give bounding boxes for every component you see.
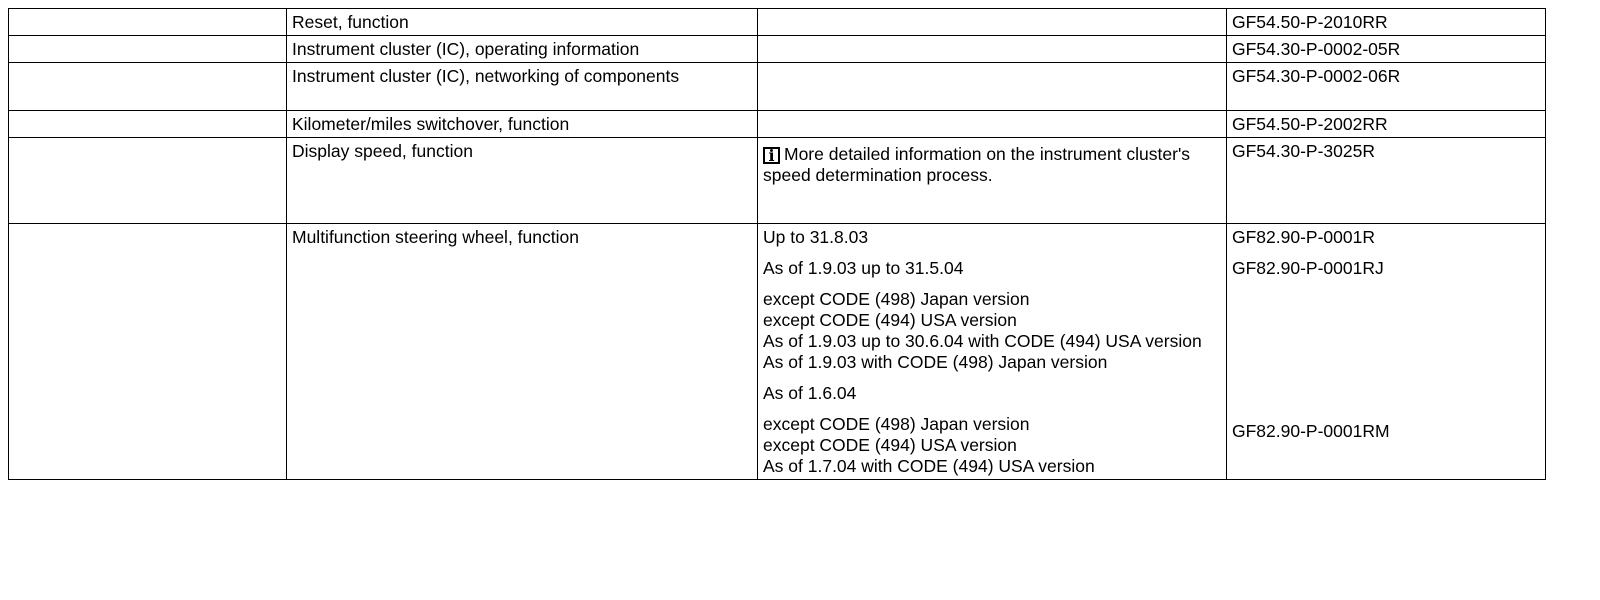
table-row	[9, 63, 1546, 111]
row-title: Kilometer/miles switchover, function	[287, 111, 758, 138]
table-row	[9, 224, 1546, 480]
note-cell	[758, 111, 1227, 138]
blank-cell	[9, 138, 287, 224]
condition-line: As of 1.9.03 up to 31.5.04	[763, 258, 964, 278]
blank-cell	[9, 224, 287, 480]
reference-cell	[1227, 224, 1546, 480]
document-reference-link[interactable]: GF54.50-P-2002RR	[1227, 111, 1546, 138]
document-reference-link[interactable]: GF54.30-P-0002-06R	[1227, 63, 1546, 111]
document-reference-link[interactable]: GF54.50-P-2010RR	[1227, 9, 1546, 36]
row-title: Multifunction steering wheel, function	[287, 224, 758, 480]
condition-line: except CODE (498) Japan version	[763, 289, 1030, 309]
conditions-cell	[758, 224, 1227, 480]
condition-line: As of 1.9.03 with CODE (498) Japan version	[763, 352, 1108, 372]
table-row	[9, 36, 1546, 63]
document-reference-link[interactable]: GF82.90-P-0001RJ	[1232, 258, 1384, 278]
condition-block	[763, 227, 1222, 248]
condition-line: except CODE (498) Japan version	[763, 414, 1030, 434]
document-reference-link[interactable]: GF82.90-P-0001R	[1232, 227, 1375, 247]
table-row	[9, 111, 1546, 138]
row-title: Instrument cluster (IC), operating information	[287, 36, 758, 63]
condition-line: As of 1.7.04 with CODE (494) USA version	[763, 456, 1095, 476]
reference-table	[8, 8, 1546, 480]
row-title: Instrument cluster (IC), networking of components	[287, 63, 758, 111]
document-reference-link[interactable]: GF54.30-P-3025R	[1227, 138, 1546, 224]
document-reference-link[interactable]: GF82.90-P-0001RM	[1232, 421, 1390, 441]
document-reference-link[interactable]: GF54.30-P-0002-05R	[1227, 36, 1546, 63]
row-title: Display speed, function	[287, 138, 758, 224]
table-row	[9, 138, 1546, 224]
condition-line: Up to 31.8.03	[763, 227, 869, 247]
info-icon: i	[763, 147, 780, 164]
note-cell	[758, 9, 1227, 36]
blank-cell	[9, 36, 287, 63]
row-title: Reset, function	[287, 9, 758, 36]
blank-cell	[9, 63, 287, 111]
note-cell	[758, 36, 1227, 63]
condition-line: As of 1.9.03 up to 30.6.04 with CODE (494) USA version	[763, 331, 1202, 351]
condition-line: except CODE (494) USA version	[763, 310, 1017, 330]
condition-line: As of 1.6.04	[763, 383, 857, 403]
condition-line: except CODE (494) USA version	[763, 435, 1017, 455]
blank-cell	[9, 111, 287, 138]
condition-block	[763, 258, 1222, 373]
note-cell	[758, 138, 1227, 224]
condition-block	[763, 383, 1222, 477]
info-note: More detailed information on the instrument cluster's speed determination process.	[763, 144, 1191, 185]
note-cell	[758, 63, 1227, 111]
blank-cell	[9, 9, 287, 36]
table-row	[9, 9, 1546, 36]
